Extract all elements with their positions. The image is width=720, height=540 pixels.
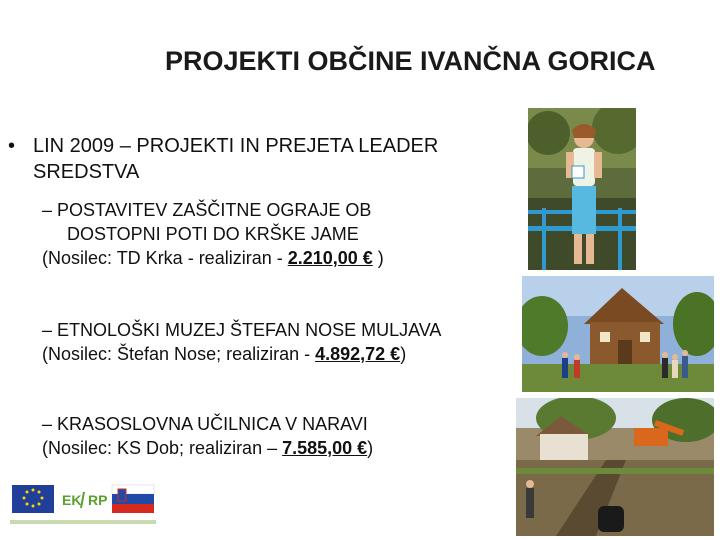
project-item-1-title-line1: POSTAVITEV ZAŠČITNE OGRAJE OB bbox=[57, 200, 372, 220]
detail-suffix: ) bbox=[367, 438, 374, 458]
bullet-text-line2: SREDSTVA bbox=[33, 161, 140, 183]
detail-suffix: ) bbox=[372, 248, 384, 268]
eu-flag-icon bbox=[12, 485, 54, 513]
logo-caption-strip bbox=[10, 520, 156, 524]
project-item-2-detail bbox=[42, 342, 441, 366]
bullet-text-line1: LIN 2009 – PROJEKTI IN PREJETA LEADER bbox=[33, 135, 439, 157]
ekrp-logo-icon bbox=[62, 492, 107, 508]
bullet-marker: • bbox=[8, 135, 16, 157]
detail-prefix: (Nosilec: TD Krka - realiziran - bbox=[42, 248, 288, 268]
project-item-3-detail bbox=[42, 436, 373, 460]
project-item-2-title-line1: ETNOLOŠKI MUZEJ ŠTEFAN NOSE MULJAVA bbox=[57, 320, 442, 340]
slovenia-flag-icon bbox=[112, 485, 154, 513]
bullet-text bbox=[33, 133, 503, 185]
dash-marker: – bbox=[42, 200, 53, 220]
amount: 4.892,72 € bbox=[315, 344, 401, 364]
slide-title: PROJEKTI OBČINE IVANČNA GORICA bbox=[165, 46, 656, 76]
detail-suffix: ) bbox=[400, 344, 407, 364]
detail-prefix: (Nosilec: KS Dob; realiziran – bbox=[42, 438, 283, 458]
project-item-2 bbox=[42, 318, 441, 366]
svg-text:RP: RP bbox=[88, 492, 108, 508]
project-item-3 bbox=[42, 412, 373, 460]
project-item-3-title bbox=[42, 412, 373, 436]
project-item-2-title bbox=[42, 318, 441, 342]
svg-text:EK: EK bbox=[62, 492, 82, 508]
project-item-1 bbox=[42, 198, 384, 270]
logo-bar bbox=[8, 480, 158, 530]
photo-karst-classroom-site bbox=[516, 398, 714, 536]
project-item-1-detail bbox=[42, 246, 384, 270]
detail-prefix: (Nosilec: Štefan Nose; realiziran - bbox=[42, 344, 316, 364]
dash-marker: – bbox=[42, 320, 53, 340]
amount: 2.210,00 € bbox=[287, 248, 373, 268]
photo-ethnology-museum bbox=[522, 276, 714, 392]
photo-cave-railing bbox=[528, 108, 636, 270]
dash-marker: – bbox=[42, 414, 53, 434]
project-item-1-title-line2: DOSTOPNI POTI DO KRŠKE JAME bbox=[67, 224, 359, 244]
amount: 7.585,00 € bbox=[282, 438, 368, 458]
project-item-1-title bbox=[42, 198, 384, 222]
funding-logos bbox=[8, 480, 158, 530]
project-item-3-title-line1: KRASOSLOVNA UČILNICA V NARAVI bbox=[57, 414, 368, 434]
